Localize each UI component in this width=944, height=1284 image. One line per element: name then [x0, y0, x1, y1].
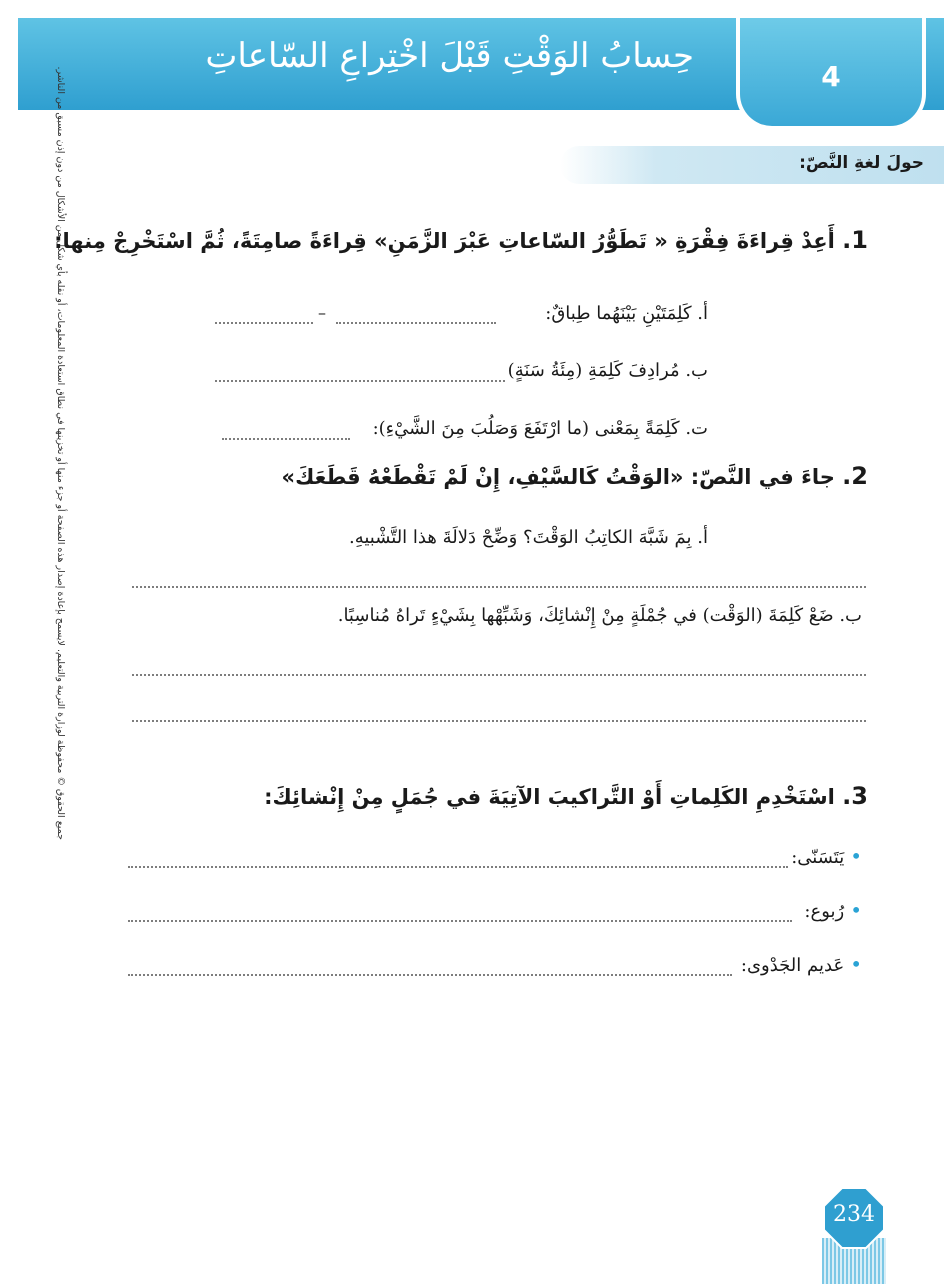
q2-item-b-label: ب. ضَعْ كَلِمَةَ (الوَقْت) في جُمْلَةٍ مِنْ إِنْشائِكَ، وَشَبِّهْها بِشَيْءٍ تَراهُ مُناسِبًا. [337, 605, 862, 626]
q1-item-c-answer[interactable] [222, 438, 350, 440]
bullet-icon: • [850, 844, 862, 868]
q1-item-c-label: ت. كَلِمَةً بِمَعْنى (ما ارْتَفَعَ وَصَلُبَ مِنَ الشَّيْءِ): [372, 418, 708, 439]
q3-item-1-label: يَتَسَنّى: [791, 847, 845, 868]
section-header [560, 146, 944, 184]
bullet-icon: • [850, 898, 862, 922]
question-1-text: أَعِدْ قِراءَةَ فِقْرَةِ « تَطَوُّرُ السّاعاتِ عَبْرَ الزَّمَنِ» قِراءَةً صامِتَةً، ثُمَّ اسْتَخْرِجْ مِنها: [54, 229, 835, 253]
q1-item-a-answer-2[interactable] [336, 322, 496, 324]
q3-item-3 [741, 952, 862, 976]
bullet-icon: • [850, 952, 862, 976]
unit-badge [736, 18, 926, 130]
unit-number: 4 [821, 60, 841, 93]
question-2 [282, 462, 869, 490]
page-title: حِسابُ الوَقْتِ قَبْلَ اخْتِراعِ السّاعاتِ [205, 36, 694, 76]
question-2-number: 2. [842, 462, 868, 490]
q1-item-b-label: ب. مُرادِفَ كَلِمَةِ (مِئَةُ سَنَةٍ) [507, 360, 708, 381]
copyright-note: جميع الحقوق © محفوظة لوزارة التربية والتعليم. لايسمح بإعادة إصدار هذه الصفحة أو جزء منها أو تخزينها في نطاق استعادة المعلومات، أو نقله بأي شكل من الأشكال من دون إذن مسبق من الناشر. [55, 66, 66, 840]
q3-item-2 [804, 898, 862, 922]
q2-item-a-label: أ. بِمَ شَبَّهَ الكاتِبُ الوَقْتَ؟ وَضِّحْ دَلالَةَ هذا التَّشْبيهِ. [348, 527, 708, 548]
page-number: 234 [833, 1202, 875, 1227]
q3-item-2-label: رُبوع: [804, 901, 845, 922]
page-number-badge [822, 1186, 886, 1250]
q1-item-a-dash: – [318, 303, 326, 322]
q1-item-a-answer-1[interactable] [215, 322, 313, 324]
q1-item-b-answer[interactable] [215, 380, 505, 382]
section-label: حولَ لغةِ النَّصّ: [799, 153, 924, 173]
question-3-number: 3. [842, 782, 868, 810]
q3-item-3-answer[interactable] [128, 974, 732, 976]
q3-item-1 [791, 844, 862, 868]
question-2-text: جاءَ في النَّصّ: «الوَقْتُ كَالسَّيْفِ، إِنْ لَمْ تَقْطَعْهُ قَطَعَكَ» [281, 465, 835, 489]
q2-item-b-answer-2[interactable] [132, 720, 866, 722]
question-1 [54, 226, 868, 254]
q3-item-2-answer[interactable] [128, 920, 792, 922]
question-3-text: اسْتَخْدِمِ الكَلِماتِ أَوْ التَّراكيبَ الآتِيَةَ في جُمَلٍ مِنْ إِنْشائِكَ: [264, 785, 835, 809]
question-3 [264, 782, 868, 810]
q2-item-b-answer-1[interactable] [132, 674, 866, 676]
q3-item-3-label: عَديم الجَدْوى: [740, 955, 845, 976]
q1-item-a-label: أ. كَلِمَتَيْنِ بَيْنَهُما طِباقٌ: [545, 303, 708, 324]
question-1-number: 1. [842, 226, 868, 254]
header-banner [18, 18, 944, 110]
q3-item-1-answer[interactable] [128, 866, 788, 868]
q2-item-a-answer[interactable] [132, 586, 866, 588]
